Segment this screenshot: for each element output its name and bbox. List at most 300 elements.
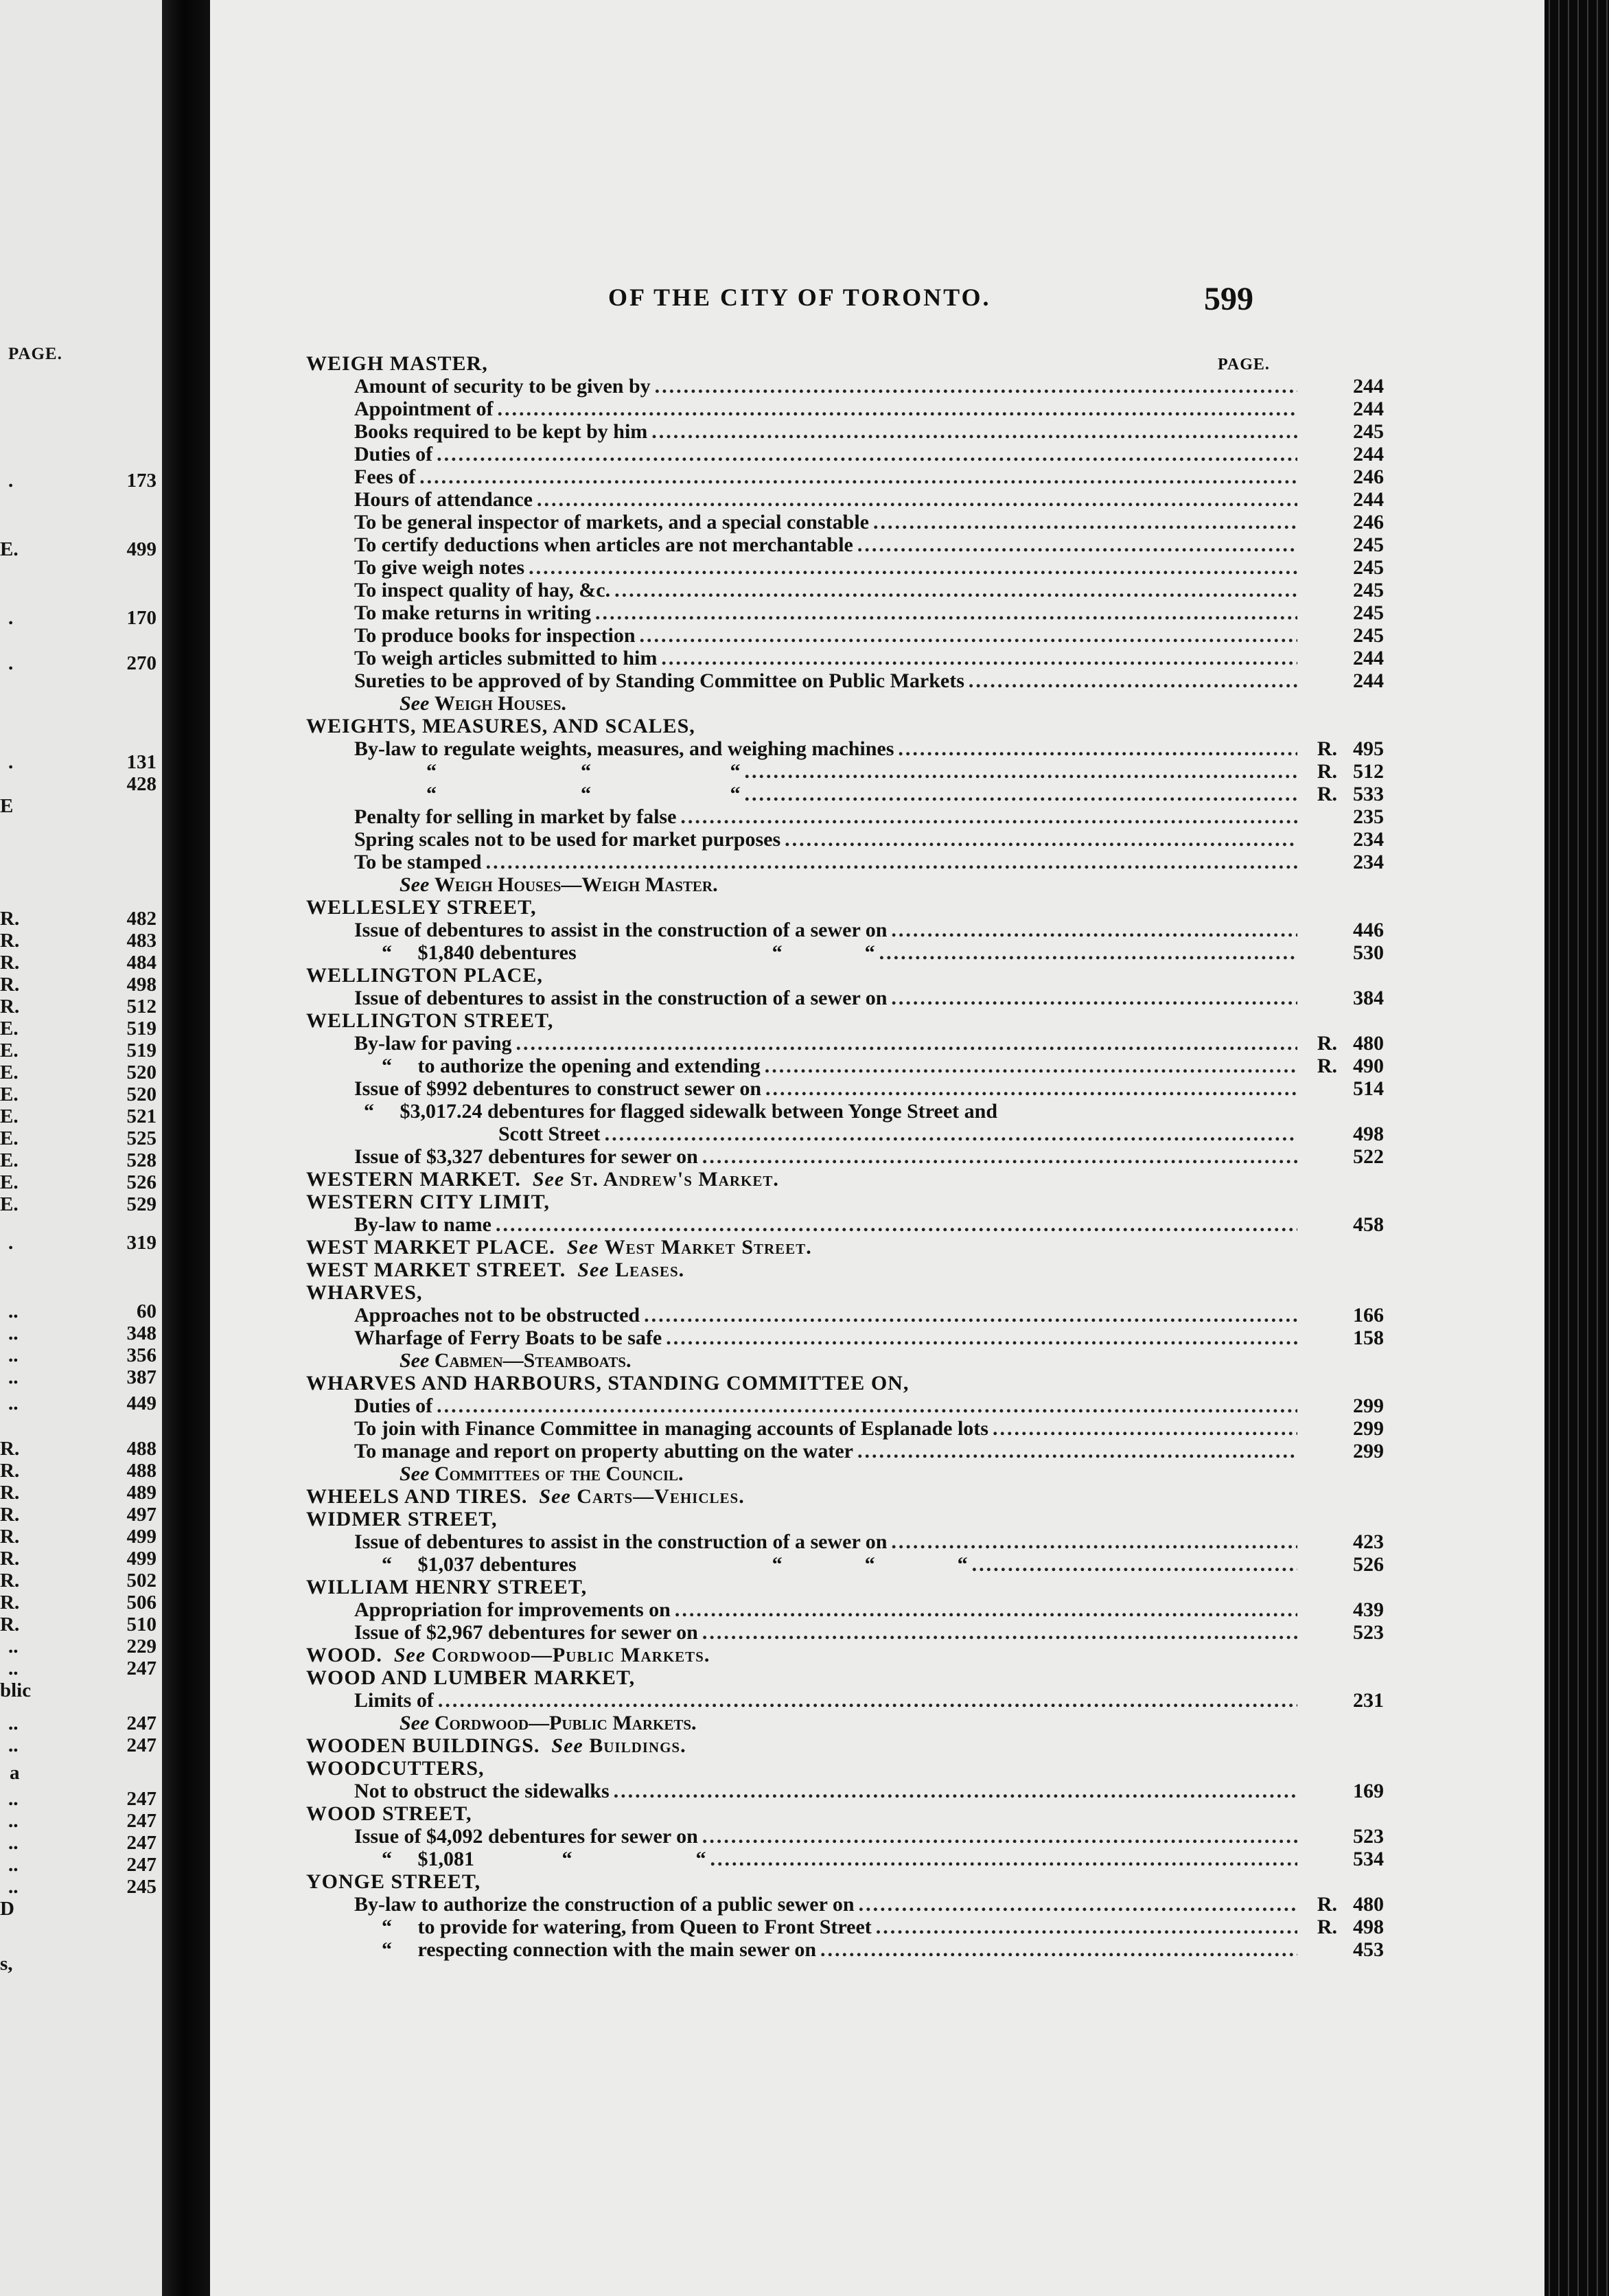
subentry-text: Duties of <box>354 443 433 466</box>
facing-page-number: 497 <box>126 1504 157 1526</box>
leader-dots <box>702 1622 1297 1644</box>
facing-page-number: 428 <box>126 773 157 795</box>
facing-page-prefix: E. <box>0 1083 19 1105</box>
leader-dots <box>605 1123 1297 1145</box>
index-subentry <box>354 444 1384 466</box>
page-reference: 480 <box>1353 1032 1384 1055</box>
facing-page-number: 173 <box>126 470 157 492</box>
page-reference: 244 <box>1353 443 1384 466</box>
facing-page-number: 247 <box>126 1832 157 1854</box>
see-label: See <box>400 1349 430 1372</box>
page-reference: 245 <box>1353 556 1384 579</box>
facing-page-prefix: .. <box>8 1344 19 1366</box>
leader-dots <box>891 987 1297 1009</box>
index-subentry <box>354 1440 1384 1462</box>
page-column-label: PAGE. <box>1218 356 1270 374</box>
subentry-text: Books required to be kept by him <box>354 420 648 443</box>
see-label: See <box>400 1712 430 1734</box>
see-reference <box>400 1712 697 1734</box>
index-subentry <box>354 1395 1384 1417</box>
index-heading: WOODCUTTERS, <box>306 1757 485 1780</box>
subentry-text: To be general inspector of markets, and a special constable <box>354 511 869 533</box>
facing-page-number: 270 <box>126 652 157 674</box>
facing-page-prefix: . <box>8 607 14 629</box>
facing-page-number: 528 <box>126 1149 157 1171</box>
leader-dots <box>438 1690 1297 1712</box>
page-reference: 522 <box>1353 1145 1384 1168</box>
facing-page-fragment-text: blic <box>0 1679 32 1701</box>
xref-heading-text: WHEELS AND TIRES. <box>306 1485 528 1508</box>
see-target: Leases. <box>615 1259 685 1281</box>
subentry-text: Issue of debentures to assist in the construction of a sewer on <box>354 987 888 1009</box>
index-subentry <box>382 1554 1384 1576</box>
index-subentry <box>354 987 1384 1009</box>
see-target: St. Andrew's Market. <box>570 1168 779 1191</box>
index-subentry <box>354 1418 1384 1440</box>
reference-prefix: R. <box>1317 1916 1337 1938</box>
facing-page-fragment <box>0 0 162 2296</box>
facing-page-prefix: .. <box>8 1712 19 1734</box>
index-subentry <box>354 534 1384 556</box>
index-subentry <box>354 376 1384 398</box>
xref-heading-text: WESTERN MARKET. <box>306 1168 521 1191</box>
leader-dots <box>614 1780 1297 1802</box>
see-target: Weigh Houses—Weigh Master. <box>434 873 718 896</box>
facing-page-prefix: .. <box>8 1854 19 1876</box>
page-reference: 245 <box>1353 624 1384 647</box>
facing-page-prefix: R. <box>0 908 20 930</box>
subentry-text: To be stamped <box>354 851 482 873</box>
cross-reference-heading <box>306 1486 745 1508</box>
leader-dots <box>876 1916 1297 1938</box>
leader-dots <box>644 1305 1297 1327</box>
subentry-text: Issue of $4,092 debentures for sewer on <box>354 1825 698 1848</box>
facing-page-prefix: . <box>8 1232 14 1254</box>
leader-dots <box>651 421 1297 443</box>
facing-page-number: 484 <box>126 952 157 974</box>
page-reference: 244 <box>1353 647 1384 669</box>
see-label: See <box>551 1734 583 1757</box>
facing-page-prefix: E. <box>0 1193 19 1215</box>
index-subentry <box>354 512 1384 533</box>
index-subentry <box>354 1146 1384 1168</box>
page-reference: 244 <box>1353 488 1384 511</box>
page-reference: 244 <box>1353 669 1384 692</box>
leader-dots <box>529 557 1297 579</box>
subentry-text: “ “ “ <box>354 760 741 783</box>
index-heading: WILLIAM HENRY STREET, <box>306 1576 588 1598</box>
facing-page-number: 529 <box>126 1193 157 1215</box>
subentry-text: To join with Finance Committee in managing accounts of Esplanade lots <box>354 1417 988 1440</box>
reference-prefix: R. <box>1317 1032 1337 1055</box>
index-heading: WIDMER STREET, <box>306 1508 498 1530</box>
page-reference: 495 <box>1353 737 1384 760</box>
leader-dots <box>661 647 1297 669</box>
facing-page-number: 482 <box>126 908 157 930</box>
see-target: Committees of the Council. <box>434 1462 684 1485</box>
facing-page-number: 60 <box>137 1300 157 1322</box>
page-reference: 244 <box>1353 375 1384 398</box>
subentry-text: Fees of <box>354 466 416 488</box>
leader-dots <box>419 466 1297 488</box>
facing-page-number: 247 <box>126 1657 157 1679</box>
facing-page-number: 319 <box>126 1232 157 1254</box>
subentry-text: By-law to authorize the construction of a public sewer on <box>354 1893 855 1916</box>
leader-dots <box>898 738 1297 760</box>
see-reference <box>400 1350 631 1372</box>
page-reference: 514 <box>1353 1077 1384 1100</box>
leader-dots <box>437 444 1297 466</box>
subentry-text: By-law to name <box>354 1213 491 1236</box>
page-reference: 490 <box>1353 1055 1384 1077</box>
facing-page-prefix: R. <box>0 1526 20 1548</box>
facing-page-fragment-text: a <box>10 1762 20 1784</box>
index-heading: WELLESLEY STREET, <box>306 896 537 919</box>
page-reference: 523 <box>1353 1825 1384 1848</box>
subentry-text: Issue of $2,967 debentures for sewer on <box>354 1621 698 1644</box>
facing-page-number: 519 <box>126 1018 157 1040</box>
page-reference: 246 <box>1353 466 1384 488</box>
page-reference: 246 <box>1353 511 1384 533</box>
see-label: See <box>400 692 430 715</box>
leader-dots <box>859 1894 1297 1916</box>
page-number: 599 <box>1204 281 1253 317</box>
index-subentry <box>354 1305 1384 1327</box>
subentry-text: Penalty for selling in market by false <box>354 805 677 828</box>
facing-page-prefix: .. <box>8 1810 19 1832</box>
page-reference: 158 <box>1353 1327 1384 1349</box>
index-heading: WHARVES, <box>306 1281 423 1304</box>
facing-page-prefix: . <box>8 751 14 773</box>
leader-dots <box>891 1531 1297 1553</box>
index-subentry <box>354 1599 1384 1621</box>
leader-dots <box>666 1327 1297 1349</box>
subentry-text: Issue of debentures to assist in the construction of a sewer on <box>354 919 888 941</box>
leader-dots <box>745 783 1298 805</box>
page-reference: 453 <box>1353 1938 1384 1961</box>
facing-page-number: 245 <box>126 1876 157 1898</box>
page-reference: 423 <box>1353 1530 1384 1553</box>
page-edge-stack <box>1544 0 1609 2296</box>
facing-page-number: 498 <box>126 974 157 996</box>
index-continuation-line: “ $3,017.24 debentures for flagged sidewalk between Yonge Street and <box>364 1100 998 1123</box>
index-heading: WOOD AND LUMBER MARKET, <box>306 1666 636 1689</box>
subentry-text: To make returns in writing <box>354 601 592 624</box>
subentry-text: Appointment of <box>354 398 494 420</box>
subentry-text: To manage and report on property abutting on the water <box>354 1440 853 1462</box>
facing-page-prefix: .. <box>8 1788 19 1810</box>
leader-dots <box>614 579 1297 601</box>
index-subentry <box>354 647 1384 669</box>
facing-page-number: 499 <box>126 538 157 560</box>
see-target: Cordwood—Public Markets. <box>431 1644 710 1666</box>
facing-page-prefix: .. <box>8 1734 19 1756</box>
page-reference: 523 <box>1353 1621 1384 1644</box>
facing-page-number: 449 <box>126 1392 157 1414</box>
see-label: See <box>400 1462 430 1485</box>
index-subentry <box>354 851 1384 873</box>
index-subentry <box>354 1078 1384 1100</box>
page-reference: 245 <box>1353 579 1384 601</box>
facing-page-number: 526 <box>126 1171 157 1193</box>
index-subentry <box>382 1916 1384 1938</box>
page-reference: 530 <box>1353 941 1384 964</box>
leader-dots <box>680 806 1297 828</box>
facing-page-number: 510 <box>126 1614 157 1635</box>
leader-dots <box>993 1418 1297 1440</box>
leader-dots <box>702 1826 1297 1848</box>
cross-reference-heading <box>306 1169 779 1191</box>
leader-dots <box>537 489 1297 511</box>
subentry-text: Approaches not to be obstructed <box>354 1304 640 1327</box>
subentry-text: To produce books for inspection <box>354 624 636 647</box>
page-reference: 299 <box>1353 1394 1384 1417</box>
subentry-text: To inspect quality of hay, &c. <box>354 579 611 601</box>
leader-dots <box>891 919 1297 941</box>
facing-page-prefix: .. <box>8 1657 19 1679</box>
subentry-text: “ respecting connection with the main sewer on <box>382 1938 817 1961</box>
facing-page-prefix: R. <box>0 952 20 974</box>
facing-page-prefix: .. <box>8 1832 19 1854</box>
index-subentry <box>354 1690 1384 1712</box>
page-reference: 534 <box>1353 1848 1384 1870</box>
index-subentry <box>354 829 1384 851</box>
leader-dots <box>857 534 1297 556</box>
see-target: Carts—Vehicles. <box>577 1485 745 1508</box>
facing-page-number: 520 <box>126 1061 157 1083</box>
index-subentry <box>354 1033 1384 1055</box>
index-subentry <box>354 919 1384 941</box>
facing-page-number: 170 <box>126 607 157 629</box>
facing-page-number: 519 <box>126 1040 157 1061</box>
subentry-text: Sureties to be approved of by Standing Committee on Public Markets <box>354 669 964 692</box>
see-label: See <box>393 1644 426 1666</box>
leader-dots <box>702 1146 1297 1168</box>
facing-page-prefix: . <box>8 652 14 674</box>
facing-page-number: 247 <box>126 1810 157 1832</box>
leader-dots <box>486 851 1297 873</box>
leader-dots <box>437 1395 1297 1417</box>
page-reference: 244 <box>1353 398 1384 420</box>
leader-dots <box>765 1078 1297 1100</box>
page-reference: 526 <box>1353 1553 1384 1576</box>
subentry-text: “ $1,081 “ “ <box>382 1848 706 1870</box>
index-subentry <box>354 579 1384 601</box>
index-subentry <box>382 1055 1384 1077</box>
facing-page-number: 502 <box>126 1570 157 1592</box>
leader-dots <box>765 1055 1297 1077</box>
facing-page-prefix: E. <box>0 538 19 560</box>
page-reference: 446 <box>1353 919 1384 941</box>
page-reference: 384 <box>1353 987 1384 1009</box>
see-reference <box>400 1463 684 1485</box>
subentry-text: Amount of security to be given by <box>354 375 651 398</box>
facing-page-number: 488 <box>126 1438 157 1460</box>
xref-heading-text: WEST MARKET PLACE. <box>306 1236 555 1259</box>
index-subentry <box>354 602 1384 624</box>
facing-page-prefix: R. <box>0 1482 20 1504</box>
facing-page-number: 131 <box>126 751 157 773</box>
page-reference: 245 <box>1353 420 1384 443</box>
index-heading: WEIGH MASTER, <box>306 352 488 375</box>
index-heading: WEIGHTS, MEASURES, AND SCALES, <box>306 715 695 737</box>
index-subentry <box>382 1939 1384 1961</box>
leader-dots <box>595 602 1297 624</box>
subentry-text: Scott Street <box>395 1123 601 1145</box>
page-reference: 498 <box>1353 1123 1384 1145</box>
see-reference <box>400 874 718 896</box>
facing-page-number: 499 <box>126 1548 157 1570</box>
facing-page-prefix: .. <box>8 1322 19 1344</box>
subentry-text: “ “ “ <box>354 783 741 805</box>
subentry-text: Issue of debentures to assist in the construction of a sewer on <box>354 1530 888 1553</box>
running-head: OF THE CITY OF TORONTO. <box>608 284 991 311</box>
leader-dots <box>655 376 1297 398</box>
see-target: Buildings. <box>589 1734 686 1757</box>
index-heading: WHARVES AND HARBOURS, STANDING COMMITTEE ON, <box>306 1372 910 1394</box>
facing-page-number: 499 <box>126 1526 157 1548</box>
cross-reference-heading <box>306 1644 710 1666</box>
index-subentry <box>354 783 1384 805</box>
index-subentry <box>382 1848 1384 1870</box>
facing-page-number: 348 <box>126 1322 157 1344</box>
facing-page-number: 525 <box>126 1127 157 1149</box>
reference-prefix: R. <box>1317 1055 1337 1077</box>
index-subentry <box>354 1826 1384 1848</box>
facing-page-prefix: .. <box>8 1635 19 1657</box>
index-subentry <box>354 466 1384 488</box>
facing-page-prefix: .. <box>8 1876 19 1898</box>
leader-dots <box>879 942 1297 964</box>
facing-page-number: 520 <box>126 1083 157 1105</box>
subentry-text: Spring scales not to be used for market purposes <box>354 828 781 851</box>
facing-page-prefix: R. <box>0 1548 20 1570</box>
page-reference: 533 <box>1353 783 1384 805</box>
page-reference: 166 <box>1353 1304 1384 1327</box>
index-subentry <box>354 1531 1384 1553</box>
facing-page-prefix: . <box>8 470 14 492</box>
index-heading: WELLINGTON STREET, <box>306 1009 554 1032</box>
see-label: See <box>532 1168 565 1191</box>
index-subentry <box>354 761 1384 783</box>
subentry-text: “ $1,037 debentures “ “ “ <box>382 1553 968 1576</box>
subentry-text: To give weigh notes <box>354 556 525 579</box>
page-reference: 231 <box>1353 1689 1384 1712</box>
subentry-text: Duties of <box>354 1394 433 1417</box>
leader-dots <box>710 1848 1298 1870</box>
facing-page-header: PAGE. <box>8 345 62 363</box>
facing-page-prefix: E. <box>0 1018 19 1040</box>
see-label: See <box>400 873 430 896</box>
subentry-text: “ to authorize the opening and extending <box>382 1055 761 1077</box>
page-reference: 235 <box>1353 805 1384 828</box>
index-subentry <box>354 1780 1384 1802</box>
leader-dots <box>969 670 1297 692</box>
index-subentry <box>382 942 1384 964</box>
index-page <box>210 0 1544 2296</box>
facing-page-prefix: R. <box>0 974 20 996</box>
leader-dots <box>785 829 1297 851</box>
facing-page-prefix: .. <box>8 1392 19 1414</box>
facing-page-prefix: E. <box>0 1127 19 1149</box>
page-reference: 439 <box>1353 1598 1384 1621</box>
subentry-text: “ to provide for watering, from Queen to Front Street <box>382 1916 872 1938</box>
page-reference: 169 <box>1353 1780 1384 1802</box>
leader-dots <box>498 398 1297 420</box>
page-reference: 480 <box>1353 1893 1384 1916</box>
facing-page-number: 247 <box>126 1788 157 1810</box>
index-heading: WELLINGTON PLACE, <box>306 964 543 987</box>
subentry-text: “ $1,840 debentures “ “ <box>382 941 875 964</box>
facing-page-number: 356 <box>126 1344 157 1366</box>
facing-page-prefix: R. <box>0 996 20 1018</box>
index-subentry <box>354 625 1384 647</box>
facing-page-number: 229 <box>126 1635 157 1657</box>
facing-page-number: 512 <box>126 996 157 1018</box>
cross-reference-heading <box>306 1237 812 1259</box>
subentry-text: To weigh articles submitted to him <box>354 647 658 669</box>
subentry-text: Issue of $992 debentures to construct sewer on <box>354 1077 762 1100</box>
leader-dots <box>857 1440 1297 1462</box>
page-reference: 234 <box>1353 851 1384 873</box>
see-target: Cabmen—Steamboats. <box>434 1349 632 1372</box>
facing-page-prefix: R. <box>0 1460 20 1482</box>
facing-page-prefix: E. <box>0 1149 19 1171</box>
leader-dots <box>820 1939 1297 1961</box>
xref-heading-text: WOOD. <box>306 1644 382 1666</box>
reference-prefix: R. <box>1317 760 1337 783</box>
reference-prefix: R. <box>1317 783 1337 805</box>
see-target: Cordwood—Public Markets. <box>434 1712 697 1734</box>
cross-reference-heading <box>306 1735 686 1757</box>
facing-page-prefix: .. <box>8 1366 19 1388</box>
page-reference: 234 <box>1353 828 1384 851</box>
leader-dots <box>516 1033 1297 1055</box>
facing-page-number: 489 <box>126 1482 157 1504</box>
index-heading: WESTERN CITY LIMIT, <box>306 1191 550 1213</box>
subentry-text: By-law to regulate weights, measures, and weighing machines <box>354 737 894 760</box>
facing-page-fragment-text: s, <box>0 1953 13 1975</box>
subentry-text: Wharfage of Ferry Boats to be safe <box>354 1327 662 1349</box>
xref-heading-text: WOODEN BUILDINGS. <box>306 1734 540 1757</box>
facing-page-number: 506 <box>126 1592 157 1614</box>
facing-page-number: 521 <box>126 1105 157 1127</box>
facing-page-prefix: E. <box>0 1061 19 1083</box>
page-reference: 245 <box>1353 533 1384 556</box>
facing-page-number: 247 <box>126 1712 157 1734</box>
index-subentry <box>354 806 1384 828</box>
leader-dots <box>873 512 1297 533</box>
xref-heading-text: WEST MARKET STREET. <box>306 1259 566 1281</box>
reference-prefix: R. <box>1317 1893 1337 1916</box>
facing-page-prefix: R. <box>0 1570 20 1592</box>
facing-page-prefix: E. <box>0 1105 19 1127</box>
subentry-text: By-law for paving <box>354 1032 512 1055</box>
page-reference: 245 <box>1353 601 1384 624</box>
leader-dots <box>745 761 1298 783</box>
index-heading: WOOD STREET, <box>306 1802 472 1825</box>
facing-page-number: 247 <box>126 1734 157 1756</box>
subentry-text: Hours of attendance <box>354 488 533 511</box>
see-target: Weigh Houses. <box>434 692 566 715</box>
index-subentry <box>395 1123 1384 1145</box>
reference-prefix: R. <box>1317 737 1337 760</box>
page-reference: 299 <box>1353 1440 1384 1462</box>
index-subentry <box>354 421 1384 443</box>
index-subentry <box>354 1327 1384 1349</box>
index-subentry <box>354 1622 1384 1644</box>
facing-page-number: 488 <box>126 1460 157 1482</box>
